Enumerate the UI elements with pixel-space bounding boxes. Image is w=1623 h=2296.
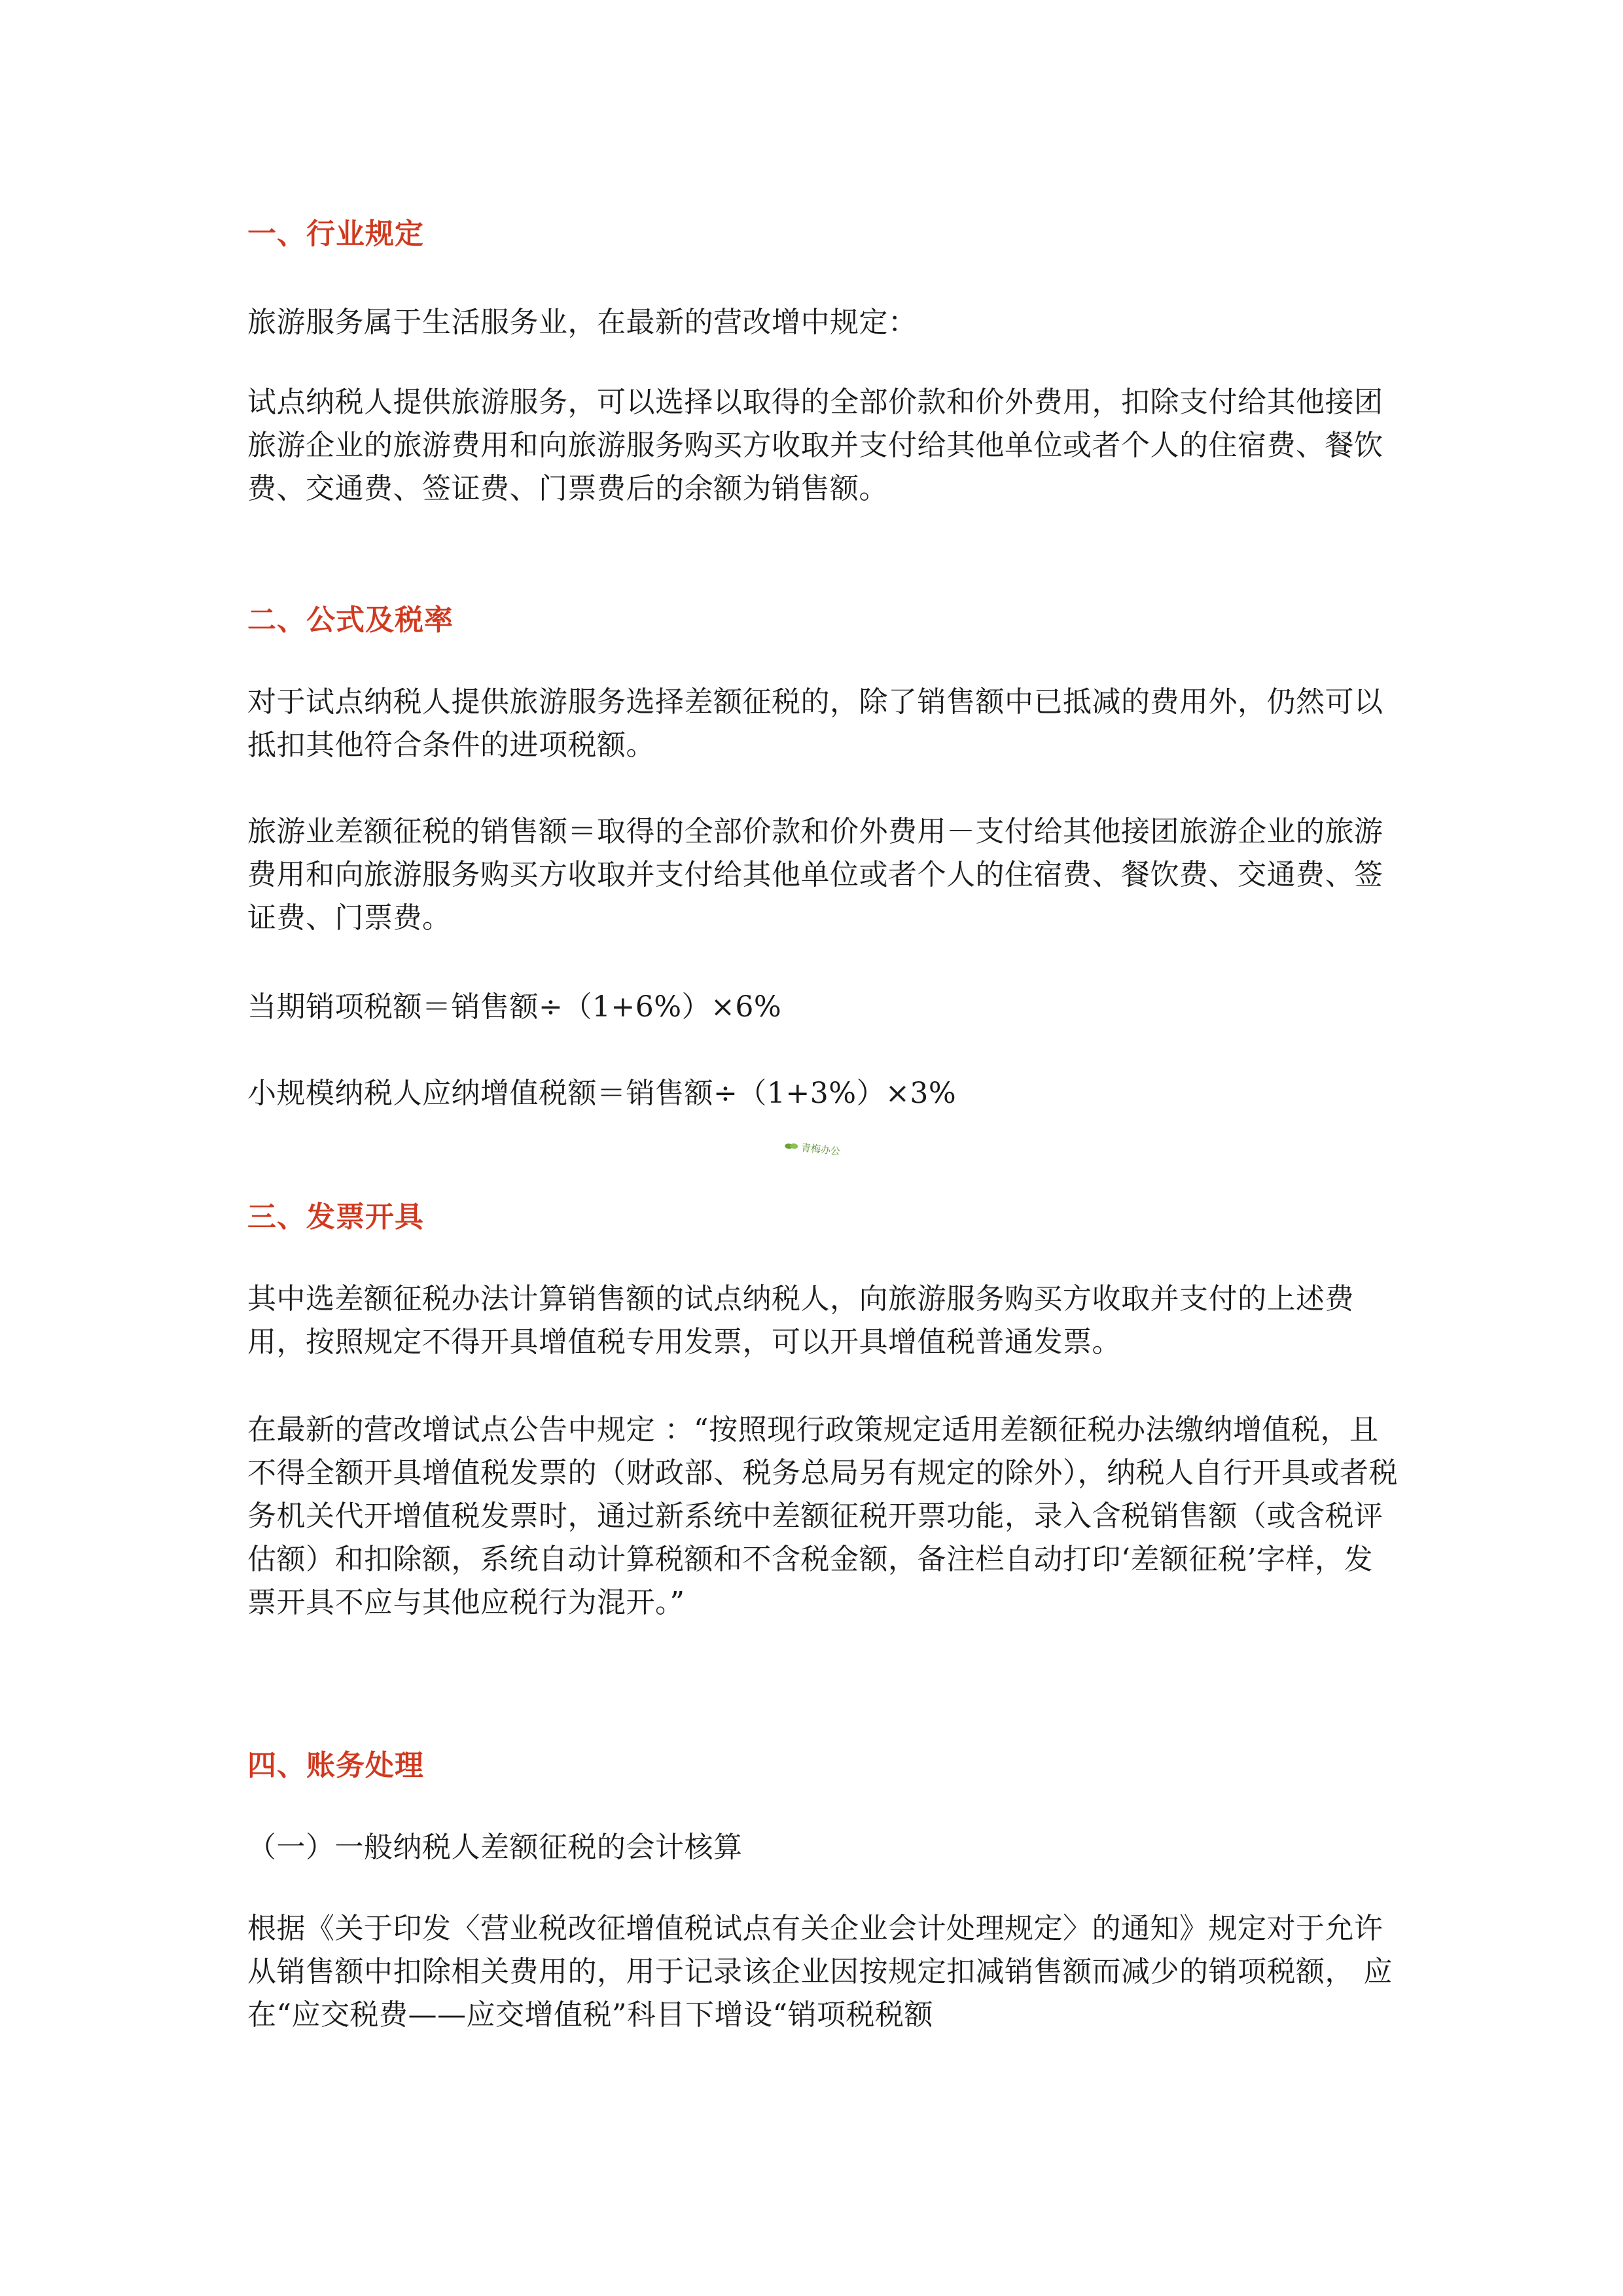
section-4-paragraph-1: 根据《关于印发〈营业税改征增值税试点有关企业会计处理规定〉的通知》规定对于允许从销售额中扣除相关费用的，用于记录该企业因按规定扣减销售额而减少的销项税额， 应在“应交税费——应交增值税”科目下增设“销项税税额 bbox=[247, 1912, 1393, 2032]
section-1-paragraph-1: 旅游服务属于生活服务业，在最新的营改增中规定： bbox=[247, 306, 918, 339]
section-2-title: 二、公式及税率 bbox=[247, 603, 454, 637]
section-4-title: 四、账务处理 bbox=[247, 1749, 424, 1782]
section-4-subtitle: （一）一般纳税人差额征税的会计核算 bbox=[247, 1831, 743, 1864]
section-3-paragraph-2: 在最新的营改增试点公告中规定 ：“按照现行政策规定适用差额征税办法缴纳增值税，且不得全额开具增值税发票的（财政部、税务总局另有规定的除外），纳税人自行开具或者税务机关代开增值税发票时，通过新系统中差额征税开票功能，录入含税销售额（或含税评估额）和扣除额，系统自动计算税额和不含税金额，备注栏自动打印‘差额征税’字样，发票开具不应与其他应税行为混开。” bbox=[247, 1413, 1398, 1619]
section-1-title: 一、行业规定 bbox=[247, 217, 424, 251]
section-2-paragraph-1: 对于试点纳税人提供旅游服务选择差额征税的，除了销售额中已抵减的费用外，仍然可以抵扣其他符合条件的进项税额。 bbox=[247, 685, 1383, 762]
plum-leaf-icon bbox=[784, 1141, 799, 1152]
section-2-paragraph-2: 旅游业差额征税的销售额＝取得的全部价款和价外费用－支付给其他接团旅游企业的旅游费用和向旅游服务购买方收取并支付给其他单位或者个人的住宿费、餐饮费、交通费、签证费、门票费。 bbox=[247, 815, 1383, 935]
watermark-text: 青梅办公 bbox=[800, 1141, 841, 1158]
watermark bbox=[783, 1140, 840, 1158]
section-2-formula-output-tax: 当期销项税额＝销售额÷（1+6%）×6% bbox=[247, 990, 782, 1024]
section-2-formula-small-scale: 小规模纳税人应纳增值税额＝销售额÷（1+3%）×3% bbox=[247, 1077, 957, 1110]
section-1-paragraph-2: 试点纳税人提供旅游服务，可以选择以取得的全部价款和价外费用，扣除支付给其他接团旅游企业的旅游费用和向旅游服务购买方收取并支付给其他单位或者个人的住宿费、餐饮费、交通费、签证费、门票费后的余额为销售额。 bbox=[247, 386, 1383, 505]
section-3-paragraph-1: 其中选差额征税办法计算销售额的试点纳税人，向旅游服务购买方收取并支付的上述费用，按照规定不得开具增值税专用发票，可以开具增值税普通发票。 bbox=[247, 1282, 1354, 1359]
section-3-title: 三、发票开具 bbox=[247, 1200, 424, 1234]
